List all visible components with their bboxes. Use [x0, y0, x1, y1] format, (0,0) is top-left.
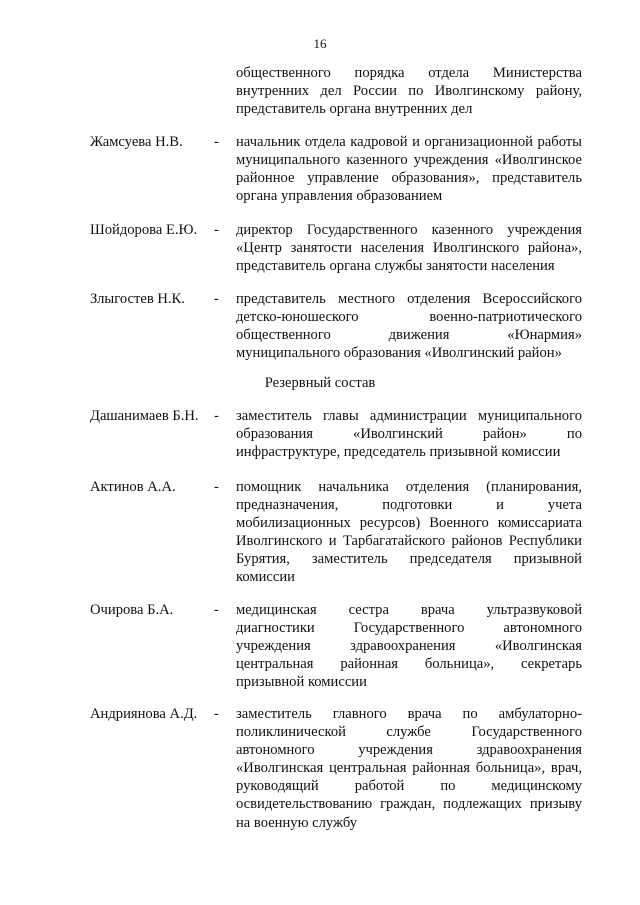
member-name: Шойдорова Е.Ю. [90, 222, 198, 238]
description-line: представитель местного отделения Всероссийского [236, 291, 582, 307]
member-dash: - [214, 134, 219, 150]
description-line: «Центр занятости населения Иволгинского района», [236, 240, 582, 257]
description-line: мобилизационных ресурсов) Военного комиссариата [236, 515, 582, 532]
description-line: директор Государственного казенного учреждения [236, 222, 582, 238]
description-line: образования «Иволгинский район» по [236, 426, 582, 443]
description-line: Иволгинского и Тарбагатайского районов Республики [236, 533, 582, 550]
member-dash: - [214, 602, 219, 618]
continuation-description [236, 64, 582, 118]
section-heading-reserve: Резервный состав [264, 375, 376, 391]
description-line: «Иволгинская центральная районная больница», врач, [236, 760, 582, 777]
description-line: представитель органа внутренних дел [236, 101, 473, 118]
member-name: Злыгостев Н.К. [90, 291, 185, 307]
member-description [236, 705, 582, 832]
page-number: 16 [313, 36, 327, 51]
member-description [236, 133, 582, 205]
description-line: центральная районная больница», секретарь [236, 656, 582, 673]
description-line: общественного движения «Юнармия» [236, 327, 582, 344]
description-line: призывной комиссии [236, 674, 367, 691]
description-line: заместитель главного врача по амбулаторно- [236, 706, 582, 722]
member-description [236, 601, 582, 691]
description-line: районное управление образования», представитель [236, 170, 582, 187]
member-description [236, 407, 582, 461]
description-line: внутренних дел России по Иволгинскому району, [236, 83, 582, 100]
description-line: муниципального казенного учреждения «Иволгинское [236, 152, 582, 169]
description-line: помощник начальника отделения (планирования, [236, 479, 582, 495]
description-line: заместитель главы администрации муниципального [236, 408, 582, 424]
member-dash: - [214, 706, 219, 722]
description-line: инфраструктуре, председатель призывной комиссии [236, 444, 561, 461]
member-name: Дашанимаев Б.Н. [90, 408, 199, 424]
description-line: общественного порядка отдела Министерства [236, 65, 582, 81]
member-description [236, 221, 582, 275]
member-description [236, 290, 582, 362]
description-line: Бурятия, заместитель председателя призывной [236, 551, 582, 568]
description-line: автономного учреждения здравоохранения [236, 742, 582, 759]
description-line: руководящий работой по медицинскому [236, 778, 582, 795]
member-description [236, 478, 582, 587]
description-line: на военную службу [236, 814, 358, 831]
description-line: освидетельствованию граждан, подлежащих призыву [236, 796, 582, 813]
member-name: Жамсуева Н.В. [90, 134, 183, 150]
description-line: учреждения здравоохранения «Иволгинская [236, 638, 582, 655]
member-name: Актинов А.А. [90, 479, 176, 495]
member-dash: - [214, 408, 219, 424]
member-dash: - [214, 222, 219, 238]
description-line: муниципального образования «Иволгинский район» [236, 345, 562, 362]
description-line: органа управления образованием [236, 188, 443, 205]
member-dash: - [214, 479, 219, 495]
description-line: начальник отдела кадровой и организационной работы [236, 134, 582, 150]
description-line: предназначения, подготовки и учета [236, 497, 582, 514]
member-name: Андриянова А.Д. [90, 706, 198, 722]
description-line: поликлинической службе Государственного [236, 724, 582, 741]
description-line: детско-юношеского военно-патриотического [236, 309, 582, 326]
member-dash: - [214, 291, 219, 307]
description-line: комиссии [236, 569, 295, 586]
description-line: представитель органа службы занятости населения [236, 258, 555, 275]
description-line: медицинская сестра врача ультразвуковой [236, 602, 582, 618]
description-line: диагностики Государственного автономного [236, 620, 582, 637]
member-name: Очирова Б.А. [90, 602, 174, 618]
